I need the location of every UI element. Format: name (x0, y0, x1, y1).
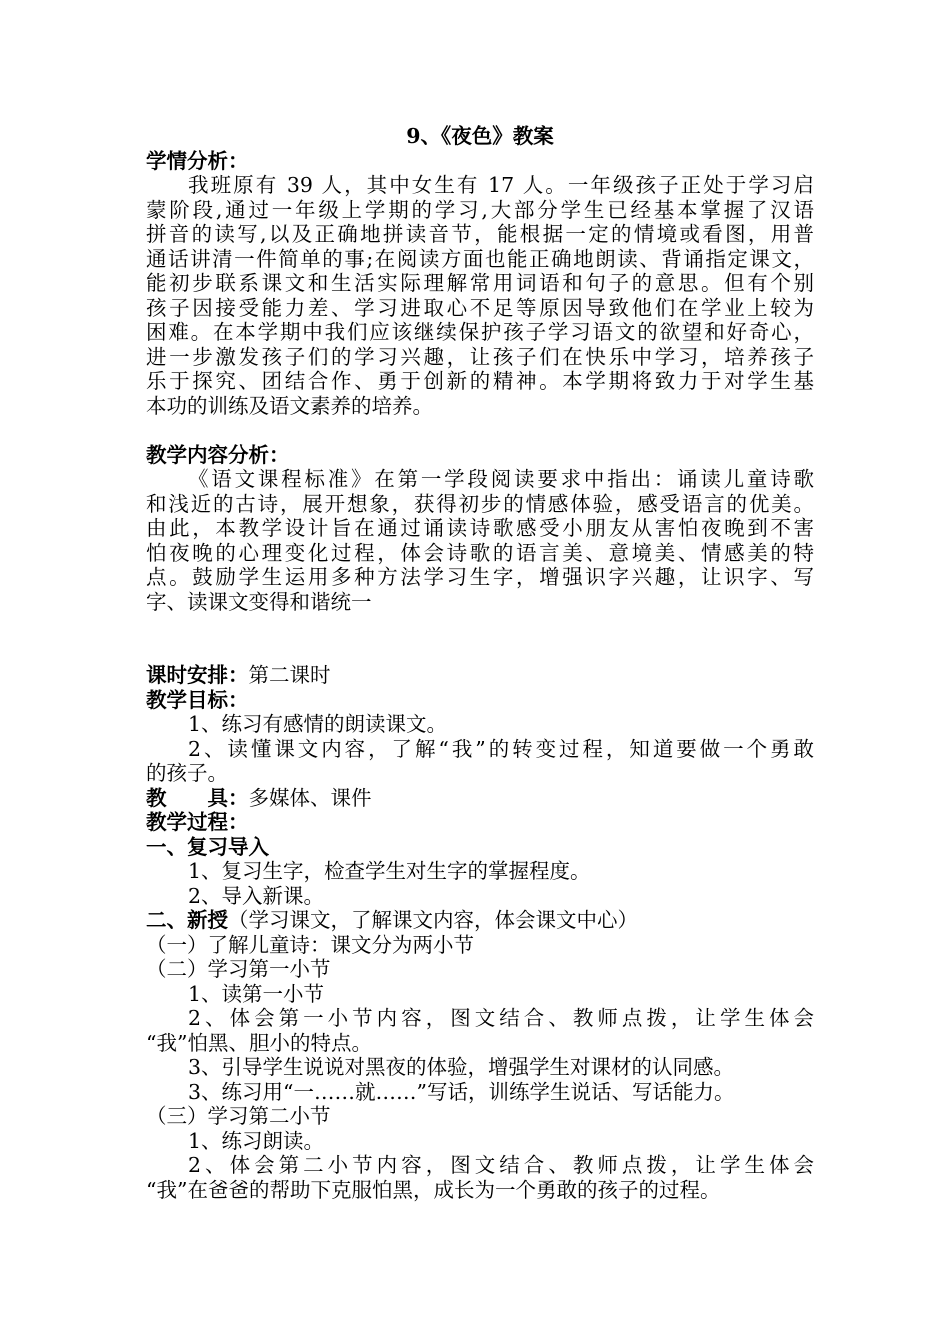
analysis-line: 我班原有 39 人，其中女生有 17 人。一年级孩子正处于学习启 (188, 173, 814, 197)
analysis-line: 困难。在本学期中我们应该继续保护孩子学习语文的欲望和好奇心， (146, 320, 814, 344)
goals-heading: 教学目标： (146, 687, 249, 712)
goal-item: 2、读懂课文内容，了解“我”的转变过程，知道要做一个勇敢 (188, 736, 814, 761)
analysis-line: 拼音的读写,以及正确地拼读音节，能根据一定的情境或看图，用普 (146, 222, 814, 246)
content-line: 点。鼓励学生运用多种方法学习生字，增强识字兴趣，让识字、写 (146, 565, 814, 589)
review-item: 2、导入新课。 (188, 883, 325, 908)
subsection-three-item: 1、练习朗读。 (188, 1128, 325, 1153)
analysis-line: 通话讲清一件简单的事;在阅读方面也能正确地朗读、背诵指定课文， (146, 246, 814, 271)
subsection-three-item: “我”在爸爸的帮助下克服怕黑，成长为一个勇敢的孩子的过程。 (146, 1177, 721, 1202)
section-review-heading: 一、复习导入 (146, 834, 269, 859)
analysis-line: 本功的训练及语文素养的培养。 (146, 393, 433, 418)
analysis-heading: 学情分析： (146, 148, 249, 173)
section-new-note: （学习课文，了解课文内容，体会课文中心） (228, 908, 638, 932)
subsection-two-item: 3、练习用“一……就……”写话，训练学生说话、写话能力。 (188, 1079, 735, 1104)
content-line: 《语文课程标准》在第一学段阅读要求中指出：诵读儿童诗歌 (188, 467, 814, 491)
content-line: 由此，本教学设计旨在通过诵读诗歌感受小朋友从害怕夜晚到不害 (146, 516, 814, 540)
content-line: 怕夜晚的心理变化过程，体会诗歌的语言美、意境美、情感美的特 (146, 540, 814, 565)
subsection-two-item: 3、引导学生说说对黑夜的体验，增强学生对课材的认同感。 (188, 1055, 735, 1079)
section-new-line (146, 908, 814, 933)
process-heading: 教学过程： (146, 810, 249, 834)
section-new-heading: 二、新授 (146, 908, 228, 932)
subsection-three-heading: （三）学习第二小节 (146, 1104, 331, 1128)
lesson-plan-document (146, 124, 814, 1202)
document-title: 9、《夜色》教案 (406, 124, 554, 148)
content-line: 和浅近的古诗，展开想象，获得初步的情感体验，感受语言的优美。 (146, 491, 814, 516)
analysis-line: 进一步激发孩子们的学习兴趣，让孩子们在快乐中学习，培养孩子 (146, 344, 814, 369)
goal-item: 1、练习有感情的朗读课文。 (188, 712, 448, 736)
schedule-value: 第二课时 (248, 663, 331, 687)
schedule-line (146, 663, 814, 688)
subsection-two-heading: （二）学习第一小节 (146, 957, 331, 981)
subsection-two-item: “我”怕黑、胆小的特点。 (146, 1030, 372, 1055)
content-heading: 教学内容分析： (146, 442, 290, 467)
subsection-two-item: 1、读第一小节 (188, 981, 325, 1006)
analysis-line: 乐于探究、团结合作、勇于创新的精神。本学期将致力于对学生基 (146, 369, 814, 393)
subsection-two-item: 2、体会第一小节内容，图文结合、教师点拨，让学生体会 (188, 1006, 814, 1030)
analysis-line: 能初步联系课文和生活实际理解常用词语和句子的意思。但有个别 (146, 271, 814, 295)
tools-value: 多媒体、课件 (248, 785, 372, 810)
analysis-line: 蒙阶段,通过一年级上学期的学习,大部分学生已经基本掌握了汉语 (146, 197, 814, 222)
tools-label: 教 具： (146, 785, 249, 810)
subsection-three-item: 2、体会第二小节内容，图文结合、教师点拨，让学生体会 (188, 1153, 814, 1177)
goal-item: 的孩子。 (146, 761, 228, 785)
review-item: 1、复习生字，检查学生对生字的掌握程度。 (188, 859, 591, 883)
spacer (146, 418, 814, 443)
analysis-line: 孩子因接受能力差、学习进取心不足等原因导致他们在学业上较为 (146, 295, 814, 320)
subsection-one: （一）了解儿童诗：课文分为两小节 (146, 932, 474, 957)
tools-line (146, 786, 814, 811)
content-line: 字、读课文变得和谐统一 (146, 589, 372, 614)
spacer (146, 614, 814, 663)
schedule-label: 课时安排： (146, 663, 249, 687)
